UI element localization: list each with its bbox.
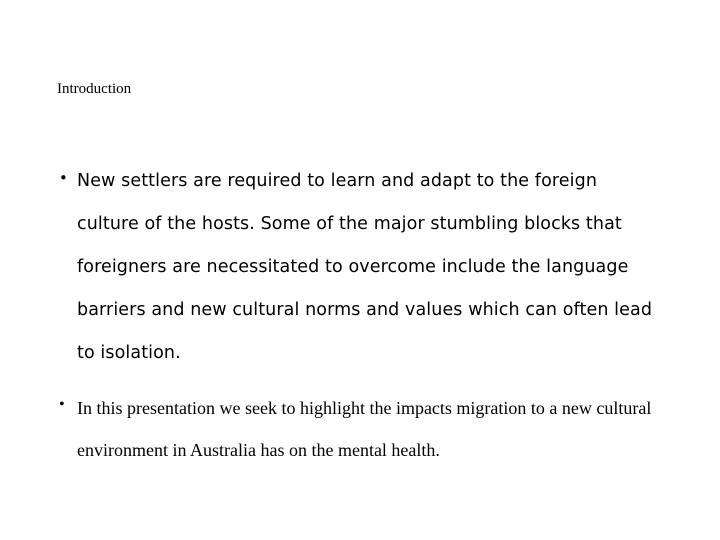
slide-title: Introduction — [57, 81, 132, 97]
bullet-line: foreigners are necessitated to overcome include the language — [77, 257, 629, 277]
bullet-line: to isolation. — [77, 343, 181, 363]
bullet-line: culture of the hosts. Some of the major stumbling blocks that — [77, 214, 622, 234]
bullet-item-2 — [57, 387, 651, 471]
bullet-icon: • — [59, 169, 68, 187]
bullet-line: New settlers are required to learn and adapt to the foreign — [77, 171, 598, 191]
bullet-item-1 — [57, 160, 652, 375]
bullet-line: In this presentation we seek to highlight the impacts migration to a new cultural — [77, 398, 652, 418]
bullet-line: barriers and new cultural norms and values which can often lead — [77, 300, 653, 320]
bullet-item-2-text — [77, 387, 651, 471]
bullet-line: environment in Australia has on the mental health. — [77, 440, 440, 460]
bullet-item-1-text — [77, 160, 652, 375]
bullet-icon: • — [59, 395, 65, 413]
